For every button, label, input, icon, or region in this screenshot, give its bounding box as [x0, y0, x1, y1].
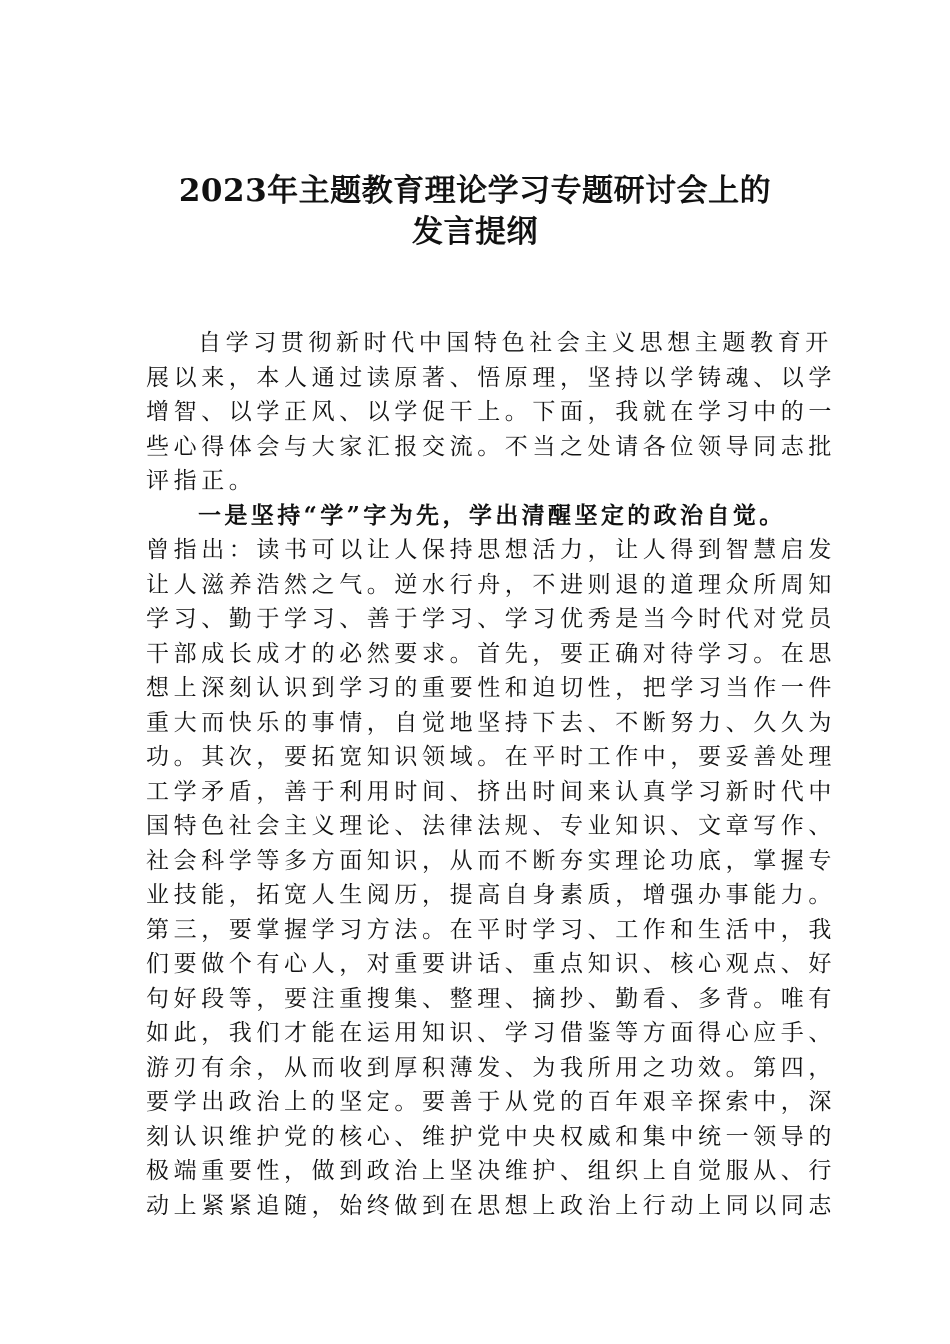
document-body: [146, 326, 836, 1223]
body-line: 第三，要掌握学习方法。在平时学习、工作和生活中，我: [146, 916, 836, 943]
body-line: 让人滋养浩然之气。逆水行舟，不进则退的道理众所周知: [146, 571, 836, 598]
body-line: 评指正。: [146, 468, 257, 494]
body-line: 重大而快乐的事情，自觉地坚持下去、不断努力、久久为: [146, 709, 836, 736]
body-line: 们要做个有心人，对重要讲话、重点知识、核心观点、好: [146, 951, 836, 977]
body-line: 要学出政治上的坚定。要善于从党的百年艰辛探索中，深: [146, 1089, 836, 1115]
body-line: 学习、勤于学习、善于学习、学习优秀是当今时代对党员: [146, 606, 836, 632]
body-line: 想上深刻认识到学习的重要性和迫切性，把学习当作一件: [146, 675, 836, 701]
body-line: 些心得体会与大家汇报交流。不当之处请各位领导同志批: [146, 433, 836, 460]
body-line: 极端重要性，做到政治上坚决维护、组织上自觉服从、行: [146, 1158, 836, 1184]
body-line: 曾指出：读书可以让人保持思想活力，让人得到智慧启发: [146, 537, 836, 563]
body-line: 如此，我们才能在运用知识、学习借鉴等方面得心应手、: [146, 1020, 836, 1046]
section-heading: 一是坚持“学”字为先，学出清醒坚定的政治自觉。: [198, 501, 786, 529]
body-line: 动上紧紧追随，始终做到在思想上政治上行动上同以同志: [146, 1192, 836, 1219]
body-line: 增智、以学正风、以学促干上。下面，我就在学习中的一: [146, 399, 836, 425]
body-line: 自学习贯彻新时代中国特色社会主义思想主题教育开: [198, 330, 833, 356]
document-title-line-2: 发言提纲: [412, 214, 538, 250]
body-line: 社会科学等多方面知识，从而不断夯实理论功底，掌握专: [146, 847, 836, 874]
body-line: 游刃有余，从而收到厚积薄发、为我所用之功效。第四，: [146, 1054, 836, 1081]
document-title-line-1: 2023年主题教育理论学习专题研讨会上的: [178, 173, 772, 209]
body-line: 句好段等，要注重搜集、整理、摘抄、勤看、多背。唯有: [146, 985, 836, 1012]
body-line: 国特色社会主义理论、法律法规、专业知识、文章写作、: [146, 813, 836, 839]
body-line: 刻认识维护党的核心、维护党中央权威和集中统一领导的: [146, 1123, 836, 1150]
body-line: 功。其次，要拓宽知识领域。在平时工作中，要妥善处理: [146, 744, 836, 770]
body-line: 业技能，拓宽人生阅历，提高自身素质，增强办事能力。: [146, 882, 836, 908]
body-line: 干部成长成才的必然要求。首先，要正确对待学习。在思: [146, 640, 836, 667]
body-line: 展以来，本人通过读原著、悟原理，坚持以学铸魂、以学: [146, 364, 836, 391]
body-line: 工学矛盾，善于利用时间、挤出时间来认真学习新时代中: [146, 778, 836, 805]
